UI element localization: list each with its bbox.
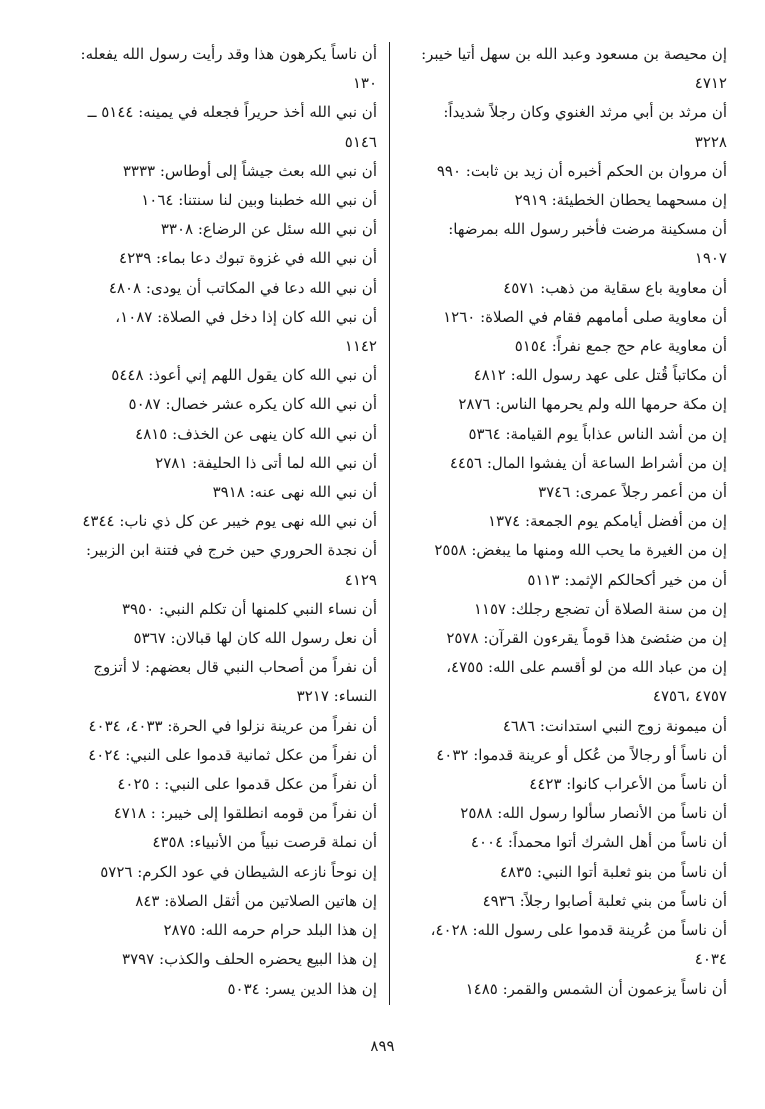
index-entry: إن من أشد الناس عذاباً يوم القيامة: ٥٣٦٤: [468, 424, 727, 443]
index-entry: إن من الغيرة ما يحب الله ومنها ما يبغض: ٢٥٥٨: [434, 541, 727, 560]
index-entry: ١٣٠: [352, 74, 377, 93]
index-entry: أن نجدة الحروري حين خرج في فتنة ابن الزبير:: [85, 541, 377, 560]
index-entry: أن نفراً من أصحاب النبي قال بعضهم: لا أتزوج: [93, 658, 377, 677]
index-entry: أن نبي الله في غزوة تبوك دعا بماء: ٤٢٣٩: [119, 249, 377, 268]
index-entry: أن ناساً يزعمون أن الشمس والقمر: ١٤٨٥: [465, 979, 727, 998]
index-entry: أن نعل رسول الله كان لها قبالان: ٥٣٦٧: [133, 629, 377, 648]
index-entry: أن نبي الله كان يقول اللهم إني أعوذ: ٥٤٤٨: [111, 366, 377, 385]
index-entry: أن مرثد بن أبي مرثد الغنوي وكان رجلاً شديداً:: [443, 103, 727, 122]
index-entry: أن ناساً من بنو ثعلبة أتوا النبي: ٤٨٣٥: [499, 862, 727, 881]
index-entry: إن من سنة الصلاة أن تضجع رجلك: ١١٥٧: [473, 599, 727, 618]
index-entry: أن ناساً من بني ثعلبة أصابوا رجلاً: ٤٩٣٦: [482, 891, 727, 910]
index-entry: إن هذا البيع يحضره الحلف والكذب: ٣٧٩٧: [122, 950, 377, 969]
index-entry: أن ناساً من أهل الشرك أتوا محمداً: ٤٠٠٤: [470, 833, 727, 852]
index-entry: أن مروان بن الحكم أخبره أن زيد بن ثابت: ٩٩٠: [436, 161, 727, 180]
index-entry: أن ناساً من الأعراب كانوا: ٤٤٢٣: [529, 775, 727, 794]
index-entry: إن هذا البلد حرام حرمه الله: ٢٨٧٥: [163, 921, 377, 940]
index-entry: أن نبي الله لما أتى ذا الحليفة: ٢٧٨١: [155, 453, 377, 472]
index-entry: أن نفراً من قومه انطلقوا إلى خيبر: : ٤٧١٨: [113, 804, 377, 823]
index-entry: إن هاتين الصلاتين من أثقل الصلاة: ٨٤٣: [135, 891, 377, 910]
index-entry: ٤١٢٩: [344, 570, 377, 589]
index-entry: أن نبي الله نهى عنه: ٣٩١٨: [212, 483, 377, 502]
index-entry: أن نبي الله بعث جيشاً إلى أوطاس: ٣٣٣٣: [122, 161, 377, 180]
index-entry: أن مسكينة مرضت فأخبر رسول الله بمرضها:: [448, 220, 727, 239]
index-entry: أن نبي الله سئل عن الرضاع: ٣٣٠٨: [160, 220, 377, 239]
index-entry: أن نبي الله كان يكره عشر خصال: ٥٠٨٧: [128, 395, 377, 414]
index-entry: ١٩٠٧: [694, 249, 727, 268]
index-entry: إن مكة حرمها الله ولم يحرمها الناس: ٢٨٧٦: [458, 395, 727, 414]
index-entry: أن معاوية صلى أمامهم فقام في الصلاة: ١٢٦٠: [443, 307, 727, 326]
index-entry: إن من أشراط الساعة أن يفشوا المال: ٤٤٥٦: [449, 453, 727, 472]
index-entry: أن مكاتباً قُتل على عهد رسول الله: ٤٨١٢: [473, 366, 727, 385]
index-entry: إن هذا الدين يسر: ٥٠٣٤: [227, 979, 377, 998]
column-divider: [389, 42, 390, 1005]
index-entry: أن ناساً يكرهون هذا وقد رأيت رسول الله يفعله:: [80, 45, 377, 63]
index-entry: أن ناساً من الأنصار سألوا رسول الله: ٢٥٨٨: [460, 804, 727, 823]
index-entry: ٤٧١٢: [694, 74, 727, 93]
index-entry: أن نبي الله خطبنا وبين لنا سنتنا: ١٠٦٤: [141, 191, 377, 210]
index-entry: أن نبي الله أخذ حريراً فجعله في يمينه: ٥١٤٤ ــ: [87, 103, 377, 122]
page-number: ٨٩٩: [370, 1037, 395, 1055]
index-entry: أن من أعمر رجلاً عمرى: ٣٧٤٦: [538, 483, 727, 502]
index-entry: أن نفراً من عرينة نزلوا في الحرة: ٤٠٣٣، ٤٠٣٤: [88, 716, 377, 735]
index-entry: إن نوحاً نازعه الشيطان في عود الكرم: ٥٧٢٦: [100, 862, 377, 881]
index-entry: ٤٧٥٧ ،٤٧٥٦: [652, 687, 727, 706]
index-column-left: [50, 40, 377, 1004]
index-column-right: [405, 40, 727, 1004]
index-entry: أن ناساً أو رجالاً من عُكل أو عرينة قدموا: ٤٠٣٢: [436, 745, 727, 764]
index-entry: أن نفراً من عكل ثمانية قدموا على النبي: ٤٠٢٤: [88, 745, 377, 764]
index-entry: إن من أفضل أيامكم يوم الجمعة: ١٣٧٤: [487, 512, 727, 531]
index-entry: النساء: ٣٢١٧: [296, 687, 377, 706]
index-entry: إن من عباد الله من لو أقسم على الله: ٤٧٥٥،: [446, 658, 727, 677]
index-entry: أن نبي الله دعا في المكاتب أن يودى: ٤٨٠٨: [108, 278, 377, 297]
index-entry: أن نبي الله نهى يوم خيبر عن كل ذي ناب: ٤٣٤٤: [82, 512, 377, 531]
index-entry: أن ناساً من عُرينة قدموا على رسول الله: ٤٠٢٨،: [430, 921, 727, 940]
index-entry: أن نبي الله كان ينهى عن الخذف: ٤٨١٥: [135, 424, 377, 443]
index-entry: أن نساء النبي كلمنها أن تكلم النبي: ٣٩٥٠: [122, 599, 377, 618]
index-entry: أن نفراً من عكل قدموا على النبي: : ٤٠٢٥: [117, 775, 377, 794]
index-entry: أن ميمونة زوج النبي استدانت: ٤٦٨٦: [502, 716, 727, 735]
index-entry: ٥١٤٦: [344, 132, 377, 151]
index-entry: أن نملة قرصت نبياً من الأنبياء: ٤٣٥٨: [152, 833, 377, 852]
index-entry: أن من خير أكحالكم الإثمد: ٥١١٣: [527, 570, 727, 589]
index-entry: ٣٢٢٨: [694, 132, 727, 151]
index-entry: ١١٤٢: [344, 337, 377, 356]
index-entry: أن نبي الله كان إذا دخل في الصلاة: ١٠٨٧،: [115, 307, 377, 326]
index-entry: إن مسحهما يحطان الخطيئة: ٢٩١٩: [514, 191, 727, 210]
index-entry: أن معاوية عام حج جمع نفراً: ٥١٥٤: [514, 337, 727, 356]
index-entry: ٤٠٣٤: [694, 950, 727, 969]
index-entry: أن معاوية باع سقاية من ذهب: ٤٥٧١: [503, 278, 727, 297]
index-entry: إن محيصة بن مسعود وعبد الله بن سهل أتيا خيبر:: [421, 45, 727, 63]
index-entry: إن من ضئضئ هذا قوماً يقرءون القرآن: ٢٥٧٨: [446, 629, 727, 648]
